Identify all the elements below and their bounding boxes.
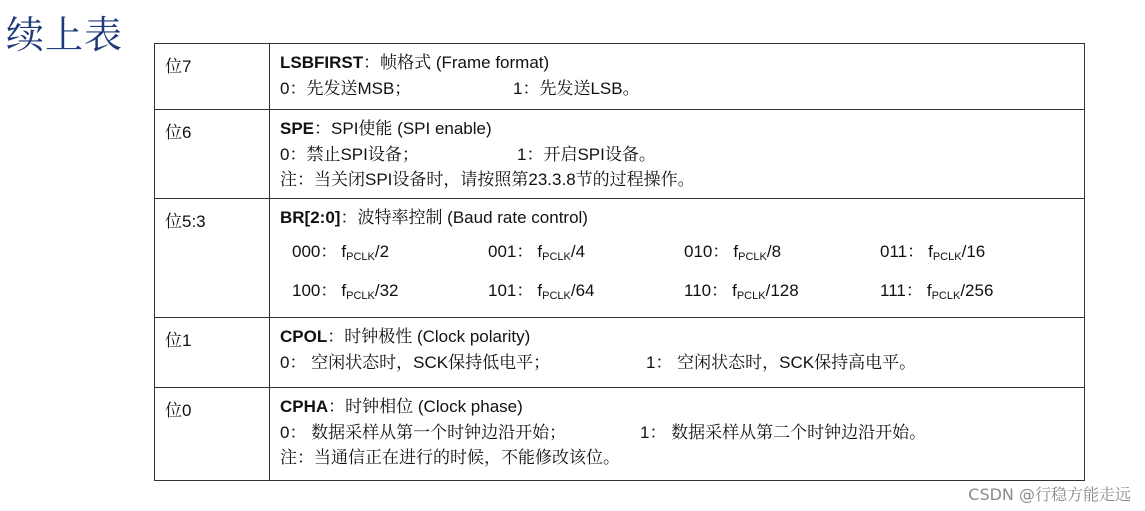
field-name: CPHA (280, 397, 329, 416)
field-title (280, 116, 1084, 142)
table-row (155, 110, 1085, 199)
option-0: 0：禁止SPI设备； (280, 145, 419, 164)
table-row (155, 388, 1085, 481)
table-row (155, 318, 1085, 388)
bit-label: 位7 (155, 44, 270, 110)
baud-rate-value: 100： $f_{PCLK}/32$ (292, 281, 399, 302)
page-heading: 续上表 (6, 13, 124, 57)
bit-label: 位5:3 (155, 199, 270, 318)
option-1: 1：开启SPI设备。 (517, 145, 656, 164)
field-title-rest: ：SPI使能 (SPI enable) (314, 119, 492, 138)
option-1: 1： 数据采样从第二个时钟边沿开始。 (640, 423, 927, 442)
field-description (270, 388, 1085, 481)
option-1: 1：先发送LSB。 (513, 79, 640, 98)
field-title (280, 205, 1084, 231)
watermark: CSDN @行稳方能走远 (968, 485, 1131, 504)
field-name: BR[2:0] (280, 208, 341, 227)
note-text: 注：当关闭SPI设备时，请按照第23.3.8节的过程操作。 (280, 170, 695, 189)
note-text: 注：当通信正在进行的时候，不能修改该位。 (280, 448, 620, 467)
field-description (270, 110, 1085, 199)
baud-rate-value: 001： $f_{PCLK}/4$ (488, 242, 586, 263)
option-line (280, 142, 1084, 168)
register-table (154, 43, 1085, 481)
baud-rate-value: 101： $f_{PCLK}/64$ (488, 281, 595, 302)
field-title (280, 394, 1084, 420)
baud-rate-value: 010： $f_{PCLK}/8$ (684, 242, 782, 263)
option-line (280, 350, 1084, 376)
table-row (155, 44, 1085, 110)
option-0: 0： 数据采样从第一个时钟边沿开始； (280, 423, 567, 442)
field-title-rest: ：时钟相位 (Clock phase) (328, 397, 523, 416)
baud-rate-value: 110： $f_{PCLK}/128$ (684, 281, 799, 302)
field-title (280, 324, 1084, 350)
field-title-rest: ：波特率控制 (Baud rate control) (340, 208, 588, 227)
table-row (155, 199, 1085, 318)
field-title-rest: ：时钟极性 (Clock polarity) (327, 327, 531, 346)
field-name: SPE (280, 119, 315, 138)
baud-rate-value: 111： $f_{PCLK}/256$ (880, 281, 994, 302)
option-0: 0： 空闲状态时，SCK保持低电平； (280, 353, 551, 372)
bit-label: 位6 (155, 110, 270, 199)
option-line (280, 76, 1084, 102)
baud-rate-value: 000： $f_{PCLK}/2$ (292, 242, 390, 263)
baud-rate-value: 011： $f_{PCLK}/16$ (880, 242, 986, 263)
field-name: LSBFIRST (280, 53, 364, 72)
bit-label: 位0 (155, 388, 270, 481)
option-0: 0：先发送MSB； (280, 79, 412, 98)
option-1: 1： 空闲状态时，SCK保持高电平。 (646, 353, 917, 372)
field-title (280, 50, 1084, 76)
option-line (280, 420, 1084, 446)
baud-rate-grid (280, 231, 1084, 313)
bit-label: 位1 (155, 318, 270, 388)
field-description (270, 199, 1085, 318)
field-description (270, 44, 1085, 110)
field-title-rest: ：帧格式 (Frame format) (363, 53, 550, 72)
field-name: CPOL (280, 327, 328, 346)
field-description (270, 318, 1085, 388)
